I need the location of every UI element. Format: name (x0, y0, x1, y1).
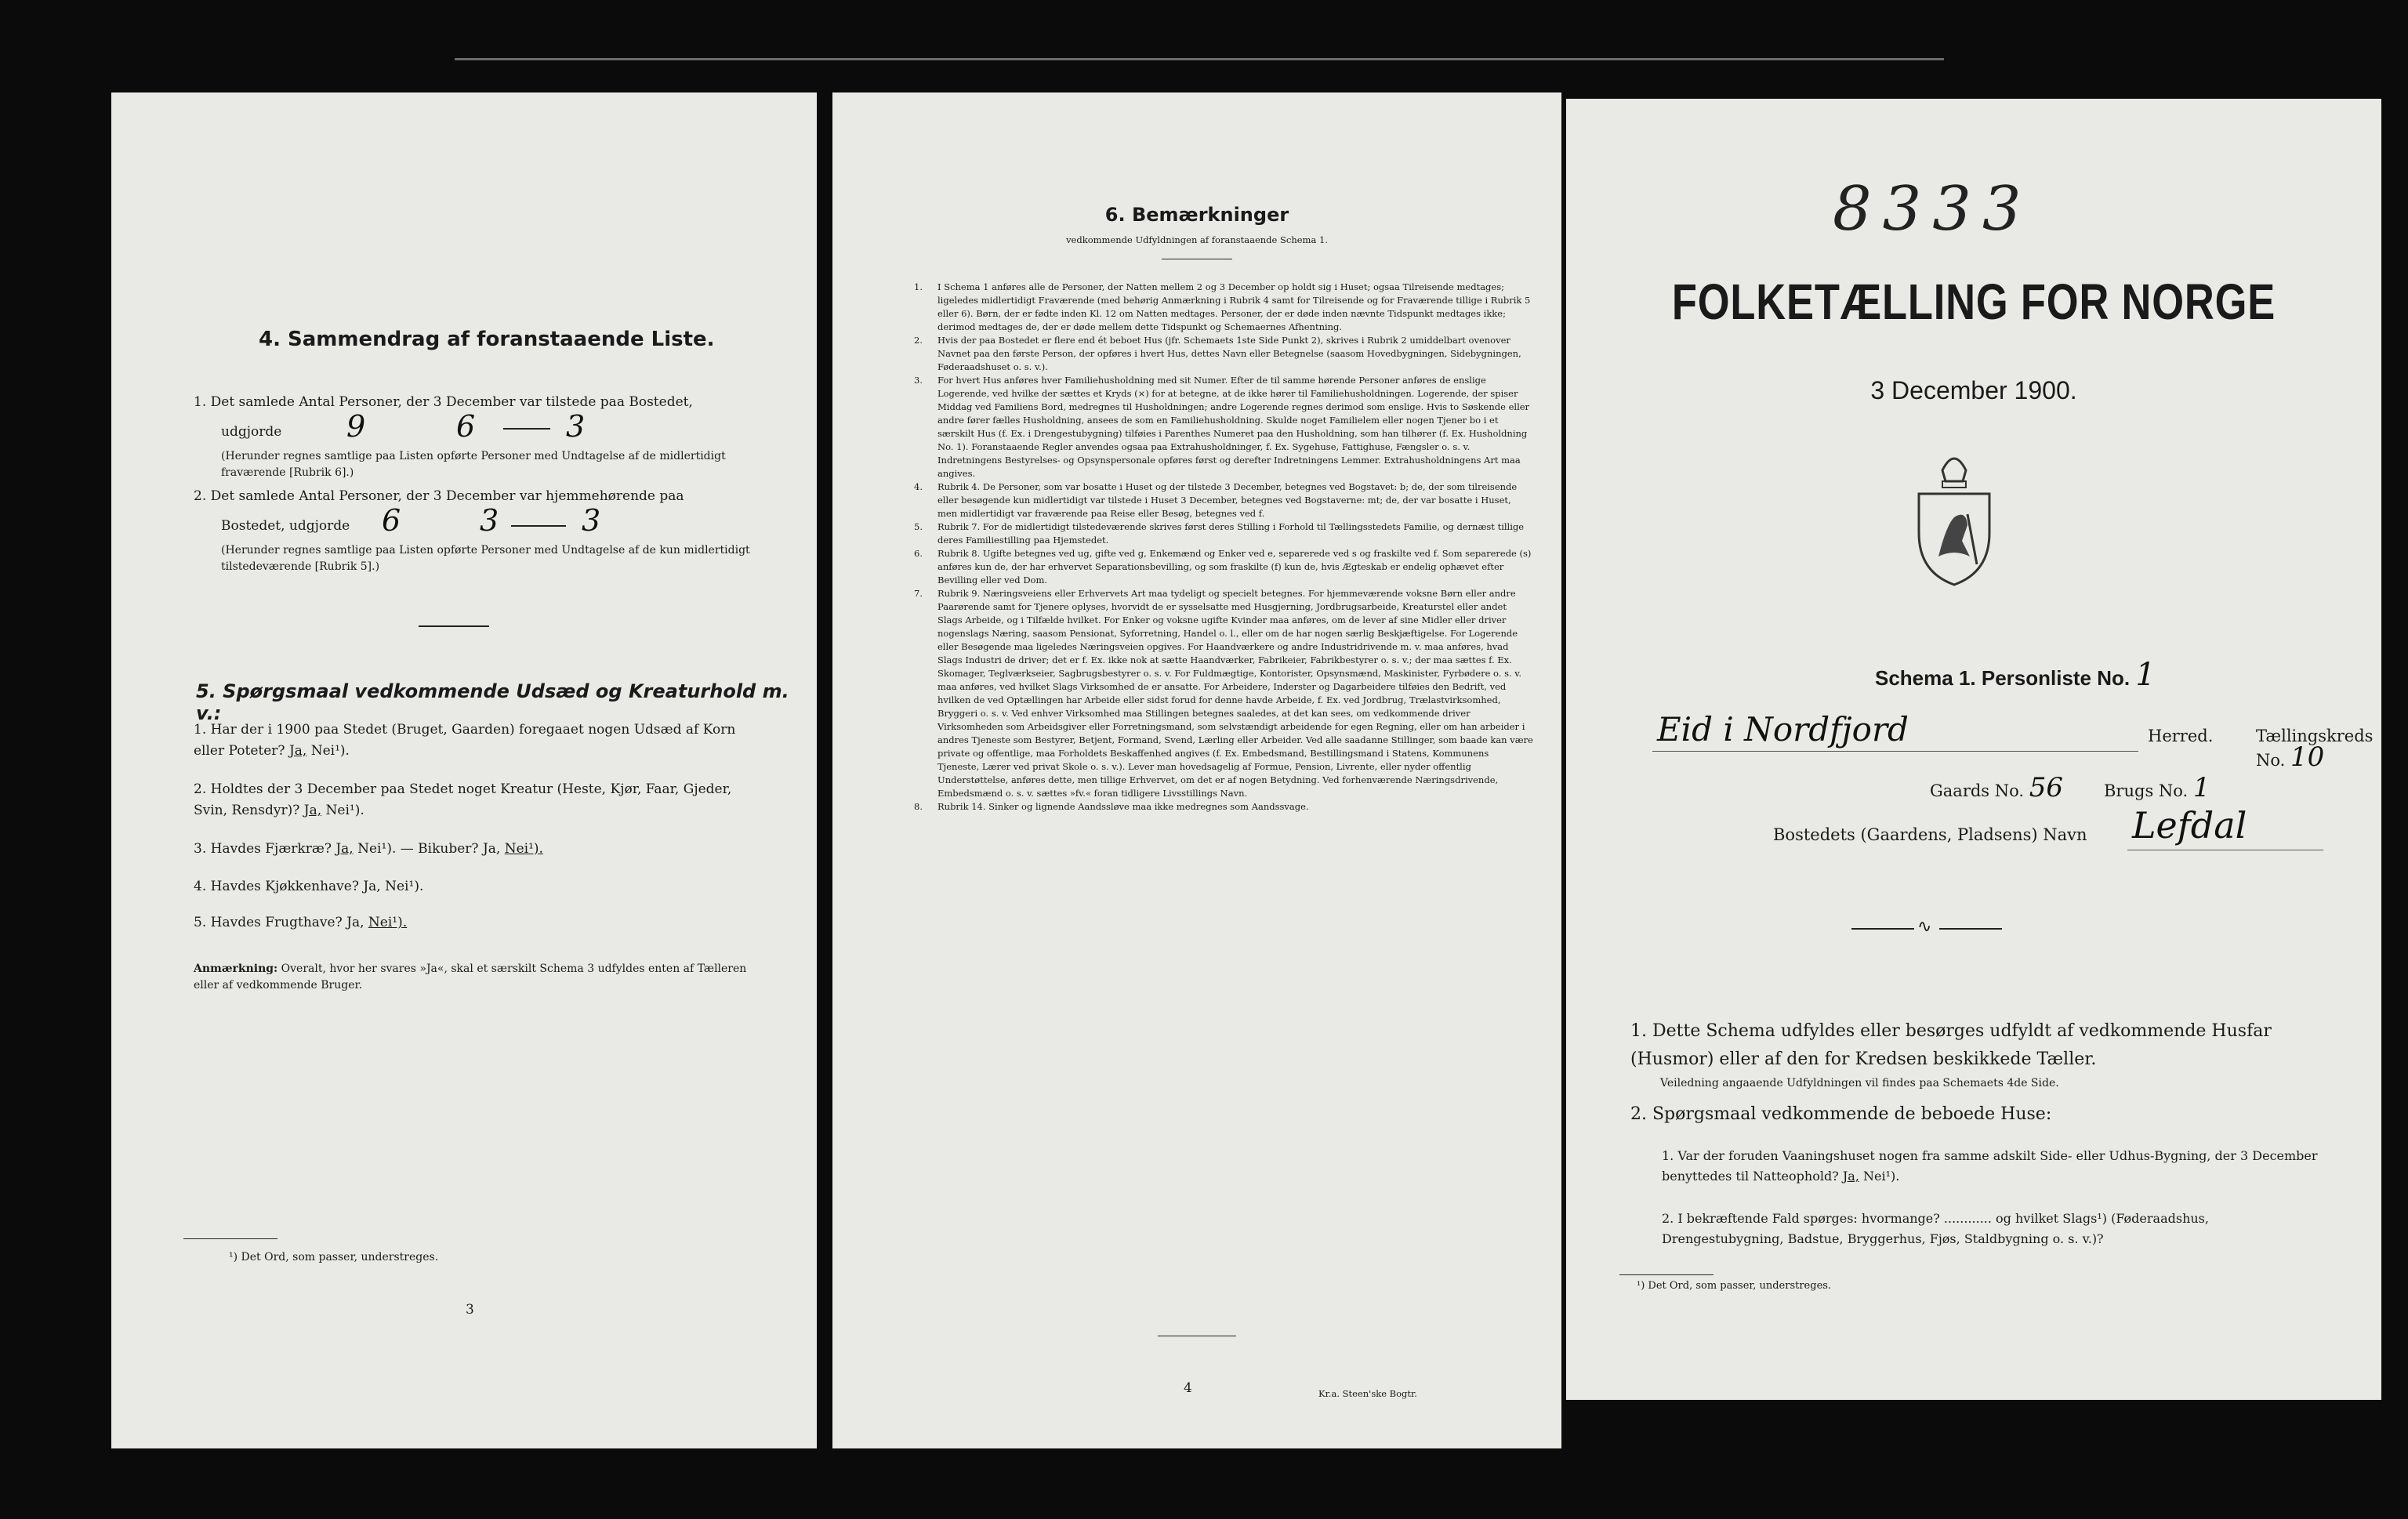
remark-text: Hvis der paa Bostedet er flere end ét beboet Hus (jfr. Schemaets 1ste Side Punkt 2), skrives i Rubrik 2 umiddelbart ovenover Navnet paa den første Person, der opføres i hvert Hus, dettes Navn eller Betegnelse (saasom Hovedbygningen, Sidebygningen, Føderaadshuset o. s. v.). (937, 335, 1521, 372)
ornament-left (1851, 928, 1914, 930)
herred-label: Herred. (2148, 727, 2214, 745)
remark-number: 3. (914, 375, 923, 386)
archive-number-hand: 8333 (1833, 174, 2033, 245)
kreds-label: Tællingskreds No. 10 (2256, 727, 2374, 773)
remark-text: Rubrik 4. De Personer, som var bosatte i Huset og der tilstede 3 December, betegnes ved Bogstavet: b; de, der som tilreisende eller besøgende kun midlertidigt var tilstede i Huset 3 December, betegnes ved Bogstaverne: mt; de, der var bosatte i Huset, men midlertidigt var fraværende paa Reise eller Besøg, betegnes ved f. (937, 481, 1518, 519)
instruction-1: 1. Dette Schema udfyldes eller besørges udfyldt af vedkommende Husfar (Husmor) eller af den for Kredsen beskikkede Tæller. (1630, 1021, 2272, 1069)
printer-imprint: Kr.a. Steen'ske Bogtr. (1318, 1388, 1417, 1399)
remark-text: Rubrik 7. For de midlertidigt tilstedeværende skrives først deres Stilling i Forhold til Tællingsstedets Familie, og dernæst tillige deres Familiestilling paa Hjemstedet. (937, 521, 1525, 546)
section5-title: 5. Spørgsmaal vedkommende Udsæd og Kreaturhold m. v.: (196, 680, 789, 724)
q1-nei: Nei¹). (310, 743, 350, 759)
q4-ja: Ja, (363, 879, 381, 894)
scan-edge-line (455, 58, 1944, 60)
remark-text: Rubrik 14. Sinker og lignende Aandssløve maa ikke medregnes som Aandssvage. (937, 801, 1309, 812)
remarks-subtitle: vedkommende Udfyldningen af foranstaaende Schema 1. (1066, 234, 1328, 245)
schema-no-hand: 1 (2135, 657, 2156, 693)
item2-label: 2. Det samlede Antal Personer, der 3 December var hjemmehørende paa (194, 488, 684, 504)
remark-number: 6. (914, 548, 923, 559)
footnote: ¹) Det Ord, som passer, understreges. (229, 1251, 439, 1263)
page-4 (832, 92, 1561, 1448)
q3-nei: Nei¹). (357, 841, 397, 857)
ornament-right (1939, 928, 2002, 930)
remarks-list (914, 281, 1533, 814)
q3b-nei: Nei¹). (504, 841, 543, 857)
remark-item (914, 547, 1533, 587)
house-q1-ja: Ja, (1842, 1169, 1859, 1184)
item1-udgjorde: udgjorde (221, 424, 282, 440)
coat-of-arms-icon (1911, 447, 1997, 588)
remark-number: 4. (914, 481, 923, 492)
separator (419, 625, 489, 627)
page-number: 4 (1184, 1380, 1192, 1396)
herred-line (1652, 751, 2138, 752)
item1-a-hand: 6 (456, 409, 476, 444)
remarks-title: 6. Bemærkninger (1104, 204, 1289, 226)
house-q2: 2. I bekræftende Fald spørges: hvormange? ............ og hvilket Slags¹) (Føderaadshus, Drengestubygning, Badstue, Bryggerhus, Fjøs, Staldbygning o. s. v.)? (1662, 1211, 2209, 1246)
remark-text: For hvert Hus anføres hver Familiehusholdning med sit Numer. Efter de til samme hørende Personer anføres de enslige Logerende, ved hvilke der sættes et Kryds (×) for at betegne, at de ikke hører til Familiehusholdningen. Logerende, der spiser Middag ved Familiens Bord, medregnes til Husholdningen; andre Logerende regnes derimod som enslige. Hvis to Søskende eller andre fører fælles Husholdning, ansees de som en Familiehusholdning. Skulde noget Familielem eller nogen Tjener bo i et særskilt Hus (f. Ex. i Drengestubygning) tilføies i Parenthes Numeret paa den Husholdning, som han tilhører (f. Ex. Husholdning No. 1). Foranstaaende Regler anvendes ogsaa paa Extrahusholdninger, f. Ex. Sygehuse, Fattighuse, Fængsler o. s. v. Indretningens Bestyrelses- og Opsynspersonale opføres først og derefter Indretningens Lemmer. Extrahusholdningens Art maa angives. (937, 375, 1530, 479)
schema-label: Schema 1. Personliste No. 1 (1875, 657, 2156, 693)
remark-number: 5. (914, 521, 923, 532)
item1-label: 1. Det samlede Antal Personer, der 3 December var tilstede paa Bostedet, (194, 394, 693, 410)
item1-total-hand: 9 (346, 409, 366, 444)
gaards-no-hand: 56 (2029, 772, 2064, 803)
q3b-ja: Ja, (482, 841, 501, 857)
brugs-no-hand: 1 (2192, 772, 2210, 803)
item2-a-hand: 3 (480, 503, 499, 538)
remark-item (914, 800, 1533, 814)
remark-number: 7. (914, 588, 923, 599)
q4-nei: Nei¹). (385, 879, 424, 894)
remark-item (914, 520, 1533, 547)
remark-text: I Schema 1 anføres alle de Personer, der Natten mellem 2 og 3 December op holdt sig i Huset; ogsaa Tilreisende medtages; ligeledes midlertidigt Fraværende (med behørig Anmærkning i Rubrik 4 samt for Tilreisende og for Fraværende tillige i Rubrik 5 eller 6). Børn, der er fødte inden Kl. 12 om Natten medtages. Personer, der er døde inden nævnte Tidspunkt medtages ikke; derimod medtages de, der er døde mellem dette Tidspunkt og Schemaernes Afhentning. (937, 281, 1531, 332)
gaards-label: Gaards No. 56 (1930, 772, 2064, 803)
item2-bostedet: Bostedet, udgjorde (221, 518, 350, 534)
q1: 1. Har der i 1900 paa Stedet (Bruget, Gaarden) foregaaet nogen Udsæd af Korn eller Poteter? Ja, Nei¹). (194, 722, 736, 759)
q2: 2. Holdtes der 3 December paa Stedet noget Kreatur (Heste, Kjør, Faar, Gjeder, Svin, Rensdyr)? Ja, Nei¹). (194, 781, 732, 818)
form-date: 3 December 1900. (1870, 376, 2077, 404)
ornament-icon: ∿ (1917, 917, 1932, 937)
q2-ja: Ja, (303, 803, 322, 818)
q3-ja: Ja, (335, 841, 354, 857)
section4-title: 4. Sammendrag af foranstaaende Liste. (259, 328, 715, 351)
footnote: ¹) Det Ord, som passer, understreges. (1637, 1280, 1832, 1292)
q5: 5. Havdes Frugthave? Ja, Nei¹). (194, 915, 408, 930)
q4: 4. Havdes Kjøkkenhave? Ja, Nei¹). (194, 879, 424, 894)
kreds-no-hand: 10 (2290, 741, 2325, 773)
page-3 (111, 92, 817, 1448)
anmaerkning: Anmærkning: Overalt, hvor her svares »Ja«, skal et særskilt Schema 3 udfyldes enten af Tælleren eller af vedkommende Bruger. (194, 963, 747, 992)
q1-ja: Ja, (288, 743, 307, 759)
house-q1: 1. Var der foruden Vaaningshuset nogen fra samme adskilt Side- eller Udhus-Bygning, der 3 December benyttedes til Natteophold? Ja, Nei¹). (1662, 1148, 2318, 1184)
instruction-2: 2. Spørgsmaal vedkommende de beboede Huse: (1630, 1104, 2052, 1124)
remark-number: 1. (914, 281, 923, 292)
page-number: 3 (466, 1302, 474, 1318)
remark-text: Rubrik 8. Ugifte betegnes ved ug, gifte ved g, Enkemænd og Enker ved e, separerede ved s og fraskilte ved f. Som separerede (s) anføres kun de, der har erhvervet Separationsbevilling, og som fraskilte (f) kun de, hvis Ægteskab er endelig ophævet efter Bevilling eller ved Dom. (937, 548, 1532, 585)
house-q1-nei: Nei¹). (1863, 1169, 1900, 1184)
remark-number: 2. (914, 335, 923, 346)
form-title: FOLKETÆLLING FOR NORGE (1671, 274, 2276, 330)
item2-note: (Herunder regnes samtlige paa Listen opførte Personer med Undtagelse af de kun midlertidigt tilstedeværende [Rubrik 5].) (221, 544, 750, 573)
instruction-1-note: Veiledning angaaende Udfyldningen vil findes paa Schemaets 4de Side. (1660, 1077, 2059, 1089)
q5-nei: Nei¹). (368, 915, 408, 930)
remark-item (914, 334, 1533, 374)
footnote-rule (183, 1238, 277, 1239)
remark-item (914, 480, 1533, 520)
q5-ja: Ja, (346, 915, 364, 930)
item2-b-hand: 3 (582, 503, 601, 538)
remark-item (914, 281, 1533, 334)
q2-nei: Nei¹). (325, 803, 364, 818)
item1-note: (Herunder regnes samtlige paa Listen opførte Personer med Undtagelse af de midlertidigt fraværende [Rubrik 6].) (221, 450, 726, 479)
remark-item (914, 374, 1533, 480)
bosted-label: Bostedets (Gaardens, Pladsens) Navn (1773, 825, 2087, 844)
bosted-hand: Lefdal (2132, 804, 2247, 847)
footnote-rule (1619, 1274, 1714, 1275)
remark-item (914, 587, 1533, 800)
q3: 3. Havdes Fjærkræ? Ja, Nei¹). — Bikuber? Ja, Nei¹). (194, 841, 543, 857)
remark-text: Rubrik 9. Næringsveiens eller Erhvervets Art maa tydeligt og specielt betegnes. For hjemmeværende voksne Børn eller andre Paarørende samt for Tjenere oplyses, hvorvidt de er sysselsatte med Husgjerning, Jordbrugsarbeide, Kreaturstel eller andet Slags Arbeide, og i Tilfælde hvilket. For Enker og voksne ugifte Kvinder maa anføres, om de lever af sine Midler eller driver nogenslags Næring, saasom Pensionat, Syforretning, Handel o. l., eller om de har nogen særlig Beskjæftigelse. For Logerende eller Besøgende maa ligeledes Næringsveien opgives. For Haandværkere og andre Industridrivende m. v. maa anføres, hvad Slags Industri de driver; det er f. Ex. ikke nok at sætte Haandværker, Fabrikeier, Fabrikbestyrer o. s. v.; der maa sættes f. Ex. Skomager, Teglværkseier, Sagbrugsbestyrer o. s. v. For Fuldmægtige, Kontorister, Opsynsmænd, Maskinister, Fyrbødere o. s. v. maa anføres, ved hvilket Slags Virksomhed de er ansatte. For Arbeidere, Inderster og Dagarbeidere tilføies den Bedrift, ved hvilken de ved Optællingen har Arbeide eller sidst forud for denne havde Arbeide, f. Ex. ved Jordbrug, Trælastvirksomhed, Bryggeri o. s. v. Ved enhver Virksomhed maa Stillingen betegnes saaledes, at det kan sees, om vedkommende driver Virksomheden som Arbeidsgiver eller Forretningsmand, som selvstændigt arbeidende for egen Regning, eller om han arbeider i andres Tjeneste som Bestyrer, Betjent, Formand, Svend, Lærling eller Arbeider. Ved alle saadanne Stillinger, som baade kan være private og offentlige, maa Forholdets Beskaffenhed angives (f. Ex. Embedsmand, Bestillingsmand i Statens, Kommunens Tjeneste, Lærer ved privat Skole o. s. v.). Lever man hovedsagelig af Formue, Pension, Livrente, eller nyder offentlig Understøttelse, anføres dette, men tillige Erhvervet, om det er af nogen Betydning. Ved forhenværende Næringsdrivende, Embedsmænd o. s. v. sættes »fv.« foran tidligere Livsstillings Navn. (937, 588, 1533, 799)
dash (503, 428, 550, 430)
page-5 (1566, 99, 2381, 1400)
item2-total-hand: 6 (382, 503, 401, 538)
herred-hand: Eid i Nordfjord (1657, 710, 1909, 749)
dash (511, 525, 566, 527)
remark-number: 8. (914, 801, 923, 812)
brugs-label: Brugs No. 1 (2104, 772, 2210, 803)
item1-b-hand: 3 (566, 409, 586, 444)
